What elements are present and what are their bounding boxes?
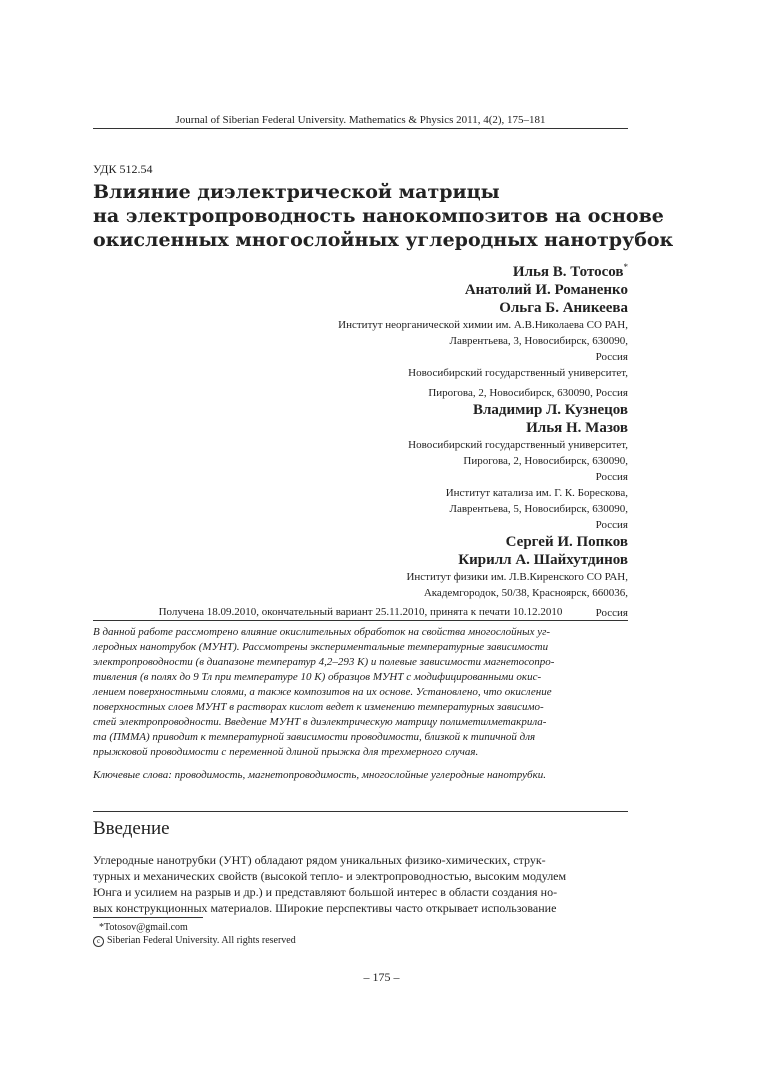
author-name: Илья Н. Мазов [526,420,628,436]
author-name: Анатолий И. Романенко [464,282,628,298]
keywords: Ключевые слова: проводимость, магнетопроводимость, многослойные углеродные нанотрубки. [93,769,546,781]
affiliation-line: Россия [595,471,628,483]
received-dates: Получена 18.09.2010, окончательный вариант 25.11.2010, принята к печати 10.12.2010 [158,606,563,618]
abstract-text [93,625,628,760]
affiliation-line: Новосибирский государственный университет, [408,439,628,451]
abstract-line: леродных нанотрубок (МУНТ). Рассмотрены экспериментальные температурные зависимости [93,641,549,653]
affiliation-line: Россия [595,351,628,363]
affiliation-line: Институт физики им. Л.В.Киренского СО РАН, [406,571,628,583]
author-name: Илья В. Тотосов* [512,262,628,280]
author-name: Владимир Л. Кузнецов [473,402,628,418]
affiliation-line: Академгородок, 50/38, Красноярск, 660036, [423,587,628,599]
intro-paragraph [93,852,633,916]
abstract-line: В данной работе рассмотрено влияние окислительных обработок на свойства многослойных уг- [93,626,551,638]
body-line: Углеродные нанотрубки (УНТ) обладают рядом уникальных физико-химических, струк- [93,853,546,867]
affiliation-line: Россия [595,519,628,531]
abstract-line: электропроводности (в диапазоне температур 4,2–293 К) и полевые зависимости магнетосопро- [93,656,555,668]
page-number: – 175 – [363,970,400,984]
affiliation-line: Новосибирский государственный университет, [408,367,628,379]
body-line: вых конструкционных материалов. Широкие перспективы часто открывает использование [93,901,557,915]
abstract-line: прыжковой проводимости с переменной длиной прыжка для трехмерного случая. [93,746,479,758]
affiliation-line: Лаврентьева, 3, Новосибирск, 630090, [449,335,628,347]
body-line: турных и механических свойств (высокой тепло- и электропроводностью, высоким модулем [93,869,567,883]
affiliation-line: Институт неорганической химии им. А.В.Николаева СО РАН, [338,319,628,331]
affiliation-line: Россия [595,607,628,619]
article-title [93,180,674,252]
running-head: Journal of Siberian Federal University. Mathematics & Physics 2011, 4(2), 175–181 [93,114,628,129]
body-line: Юнга и усилием на разрыв и др.) и представляют большой интерес в области создания но- [93,885,558,899]
abstract-line: поверхностных слоев МУНТ в растворах кислот ведет к изменению температурных зависимо- [93,701,544,713]
author-name: Сергей И. Попков [505,534,628,550]
copyright-icon: c [93,936,104,947]
title-line: Влияние диэлектрической матрицы [93,181,500,203]
author-name: Кирилл А. Шайхутдинов [458,552,628,568]
abstract-line: стей электропроводности. Введение МУНТ в диэлектрическую матрицу полиметилметакрила- [93,716,547,728]
footnote-email: *Totosov@gmail.com [99,922,188,933]
abstract-line: лением поверхностными слоями, а также композитов на их основе. Установлено, что окисление [93,686,552,698]
section-heading: Введение [93,818,170,839]
footnote-mark: * [623,262,628,272]
title-line: окисленных многослойных углеродных нанотрубок [93,229,674,251]
affiliation-line: Пирогова, 2, Новосибирск, 630090, Россия [428,387,628,399]
abstract-line: та (ПММА) приводит к температурной зависимости проводимости, близкой к типичной для [93,731,536,743]
affiliation-line: Лаврентьева, 5, Новосибирск, 630090, [449,503,628,515]
author-block [108,258,628,621]
author-name: Ольга Б. Аникеева [499,300,628,316]
affiliation-line: Пирогова, 2, Новосибирск, 630090, [463,455,628,467]
footnote-copyright: c Siberian Federal University. All rights reserved [93,934,296,947]
affiliation-line: Институт катализа им. Г. К. Борескова, [445,487,628,499]
title-line: на электропроводность нанокомпозитов на основе [93,205,664,227]
footnotes [93,921,296,947]
footnote-rule [93,917,203,918]
abstract-box [93,620,628,812]
udc-code: УДК 512.54 [93,162,153,176]
abstract-line: тивления (в полях до 9 Тл при температуре 10 К) образцов МУНТ с модифицированными окис- [93,671,542,683]
